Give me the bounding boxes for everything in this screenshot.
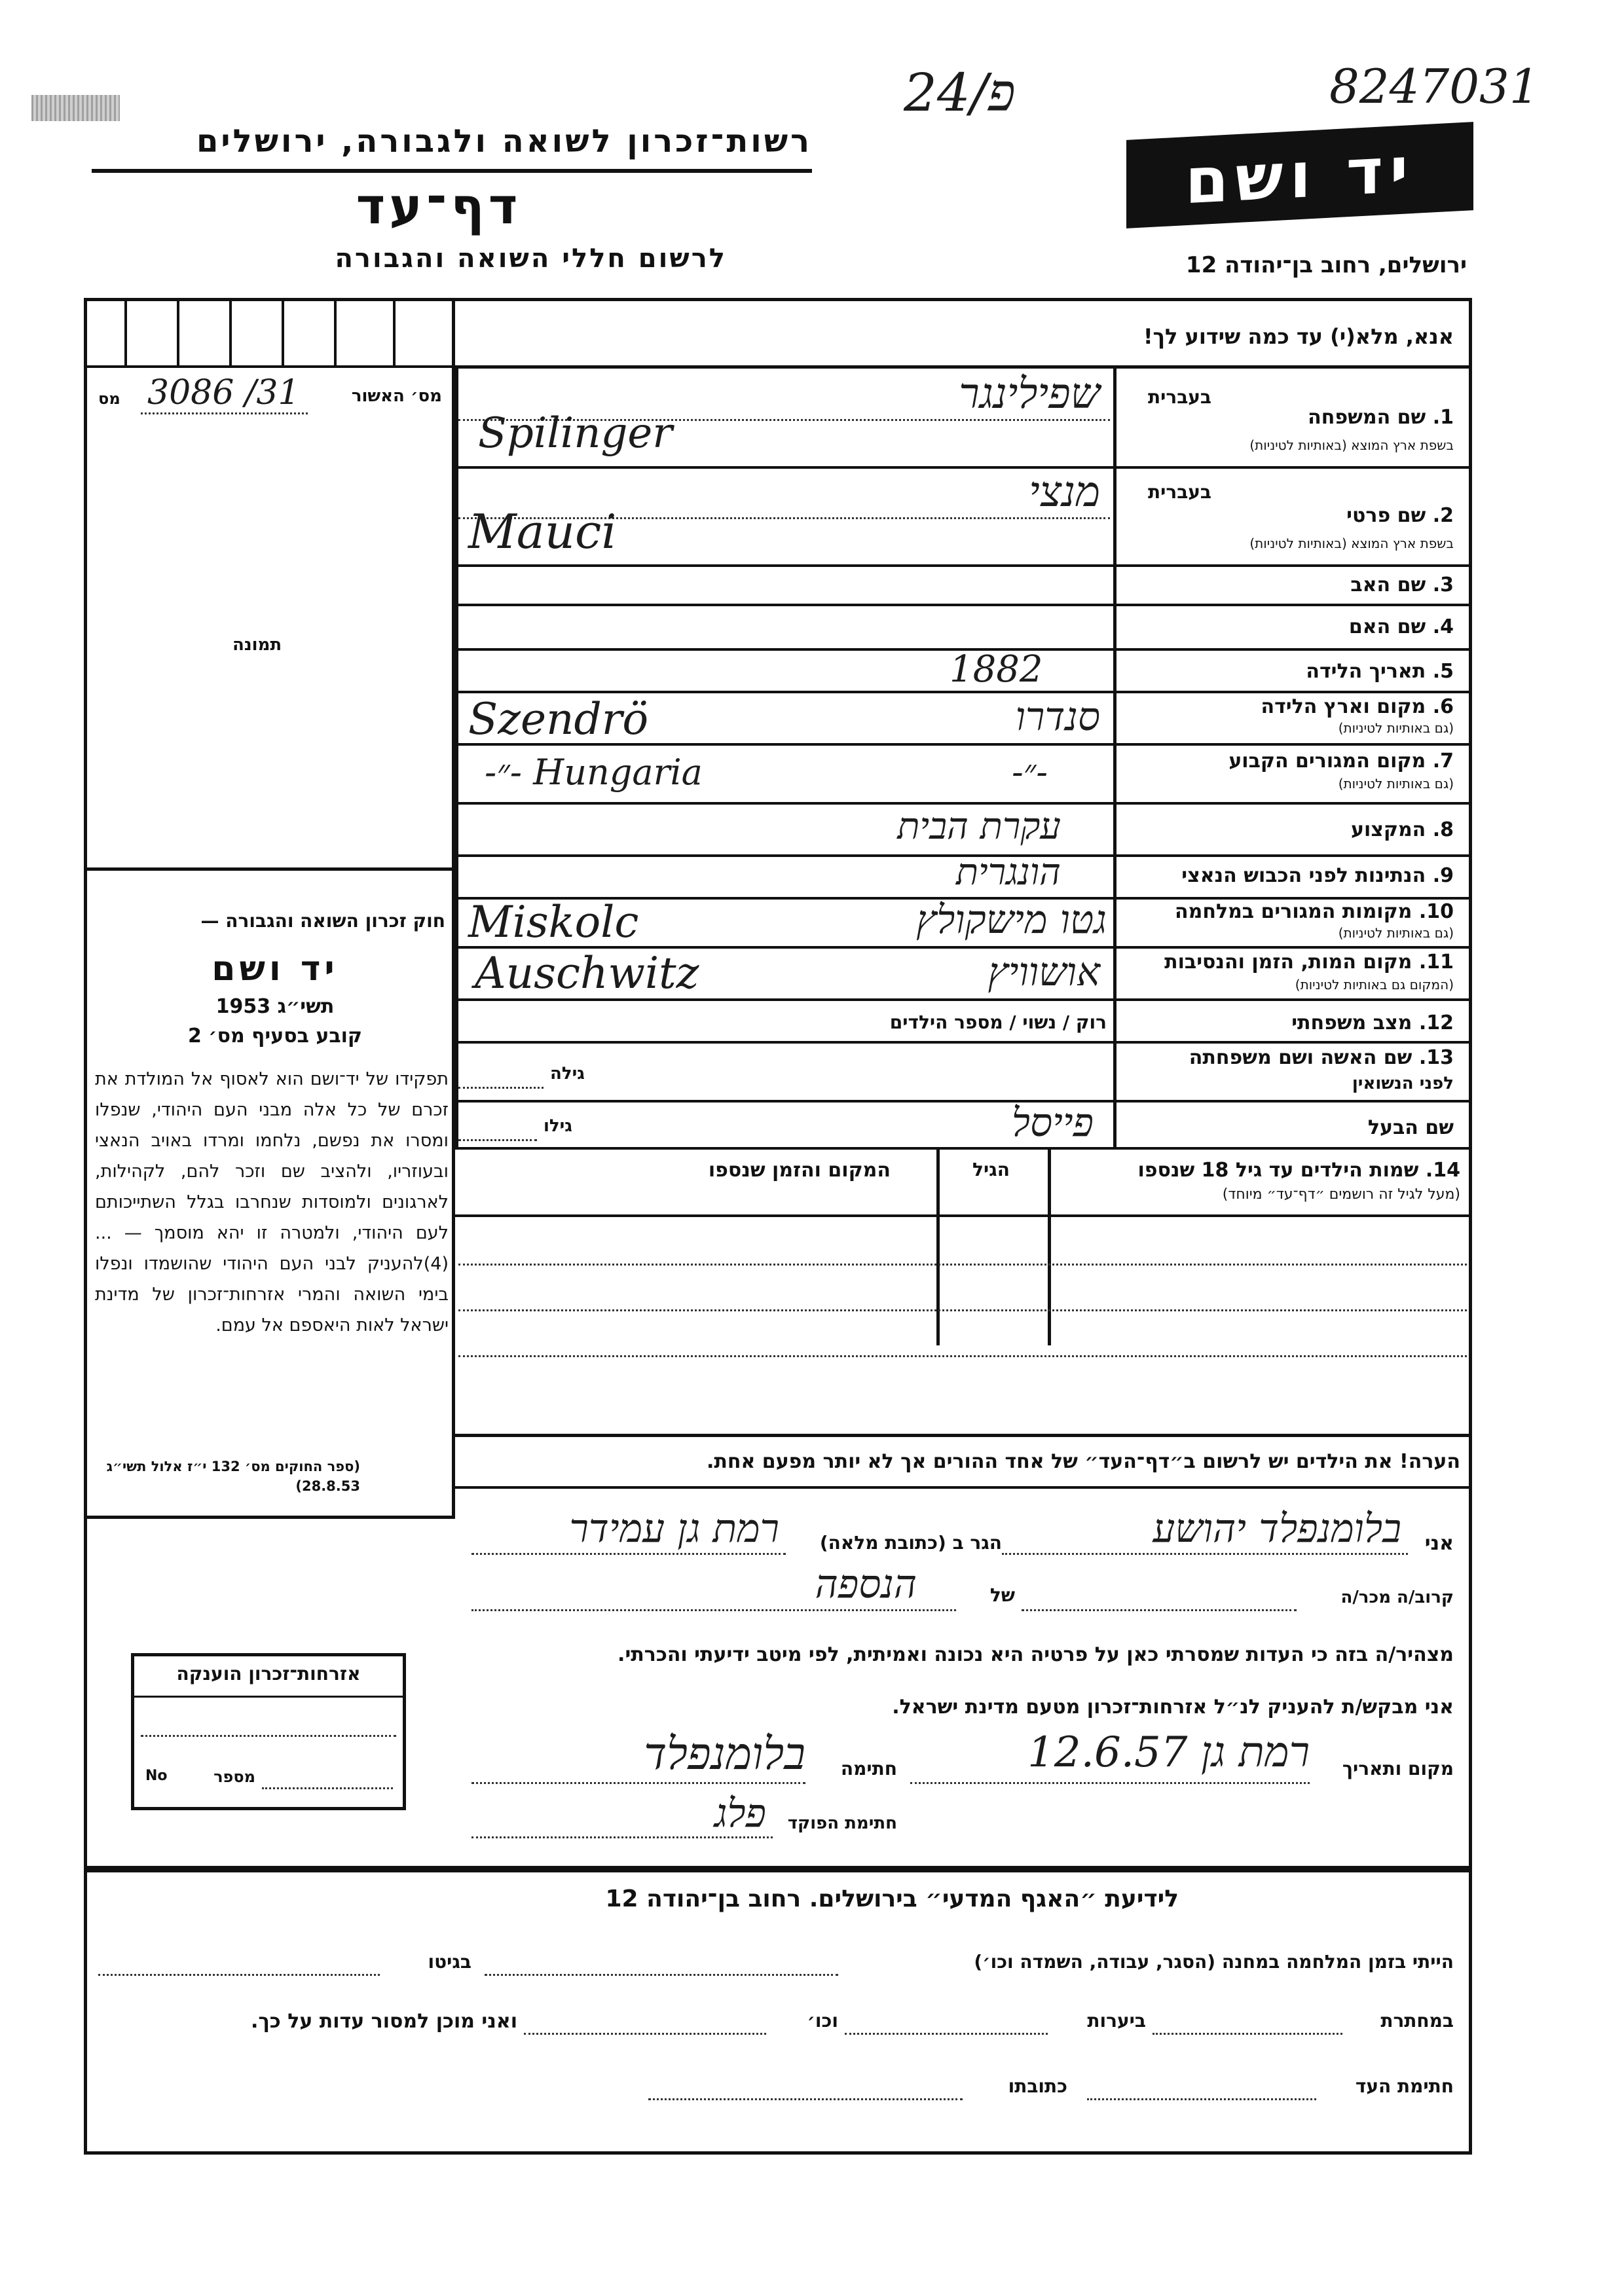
field-1-label	[1231, 406, 1454, 429]
citizenship-number-label: מספר	[213, 1768, 255, 1786]
decl-line	[1002, 1553, 1408, 1555]
decl-official-value: פלג	[714, 1791, 766, 1836]
tick	[229, 301, 232, 367]
bottom-line3-a: חתימת העד	[1355, 2075, 1454, 2097]
field-1-text: שם המשפחה	[1308, 406, 1426, 429]
decl-line	[471, 1782, 805, 1784]
field-6-num: 6.	[1432, 695, 1454, 718]
intro-text: אנא, מלא(י) עד כמה שידוע לך!	[1143, 324, 1454, 349]
table-row	[458, 1355, 1467, 1357]
bottom-line	[524, 2033, 766, 2035]
field-4-label	[1126, 615, 1454, 638]
approval-number: 3086 /31	[147, 373, 300, 412]
field-7-num: 7.	[1432, 750, 1454, 773]
field-4-text: שם האם	[1348, 615, 1426, 638]
org-underline	[92, 169, 812, 173]
table-header-age: הגיל	[972, 1159, 1010, 1180]
citizenship-title-line	[134, 1696, 403, 1698]
bottom-line	[1153, 2033, 1342, 2035]
decl-line	[1022, 1609, 1297, 1611]
field-9-value: הונגרית	[955, 851, 1061, 894]
row-line	[455, 1147, 1470, 1150]
row-line	[455, 998, 1470, 1001]
field-2-sub: בשפת ארץ המוצא (באותיות לטיניות)	[1249, 536, 1454, 551]
field-4-num: 4.	[1432, 615, 1454, 638]
org-line: רשות־זכרון לשואה ולגבורה, ירושלים	[196, 123, 812, 160]
field-1-num: 1.	[1432, 406, 1454, 429]
field-6-label	[1126, 695, 1454, 718]
field-5-label	[1126, 660, 1454, 683]
field-2-label	[1231, 504, 1454, 527]
row-line	[455, 564, 1470, 567]
field-8-value: עקרת הבית	[897, 805, 1061, 848]
table-header-place: המקום והזמן שנספו	[708, 1159, 891, 1182]
field-10-num: 10.	[1418, 900, 1454, 923]
bottom-line2-a: במחתרת	[1380, 2010, 1454, 2032]
bottom-line2-d: ואני מוכן למסור עדות על כך.	[251, 2010, 517, 2033]
row-line	[1116, 466, 1470, 469]
citizenship-title: אזרחות־זכרון הוענקה	[176, 1663, 361, 1685]
law-name: יד ושם	[212, 949, 339, 989]
field-7-value-he: -״-	[1012, 753, 1048, 792]
field-6-text: מקום וארץ הלידה	[1261, 695, 1426, 718]
field-7-sub: (גם באותיות לטיניות)	[1338, 776, 1454, 792]
table-col-age-left	[936, 1149, 940, 1345]
bottom-line3-b: כתובתו	[1008, 2075, 1067, 2097]
decl-line	[910, 1782, 1310, 1784]
decl-line	[471, 1609, 956, 1611]
field-6-value-latin: Szendrö	[468, 694, 649, 744]
decl-i-value: בלומנפלד יהושע	[1153, 1506, 1401, 1552]
decl-signature-label: חתימה	[840, 1758, 897, 1779]
value-col-left	[455, 369, 458, 1148]
law-section: קובע בסעיף מס׳ 2	[187, 1025, 363, 1048]
table-col-age-right	[1048, 1149, 1051, 1345]
handwritten-serial: 8247031	[1329, 59, 1540, 114]
husband-label: שם הבעל	[1367, 1116, 1454, 1139]
field-2-num: 2.	[1432, 504, 1454, 527]
field-2-value-he: מנצי	[1028, 468, 1100, 517]
bottom-line1-a: הייתי בזמן המלחמה במחנה (הסגר, עבודה, השמדה וכו׳)	[974, 1951, 1454, 1973]
field-1-sub: בשפת ארץ המוצא (באותיות לטיניות)	[1249, 437, 1454, 453]
tick	[334, 301, 337, 367]
field-13-sub: לפני הנשואין	[1352, 1074, 1454, 1093]
law-title: חוק זכרון השואה והגבורה —	[200, 910, 445, 932]
decl-residing-value: רמת גן עמידר	[569, 1506, 779, 1552]
decl-line	[471, 1553, 786, 1555]
field-7-text: מקום המגורים הקבוע	[1228, 750, 1426, 773]
decl-place-date-value: רמת גן 12.6.57	[1027, 1728, 1310, 1777]
field-5-num: 5.	[1432, 660, 1454, 683]
field-1-value-he: שפילינגר	[959, 370, 1100, 418]
photo-label: תמונה	[232, 635, 282, 655]
field-2-text: שם פרטי	[1346, 504, 1426, 527]
table-row	[458, 1309, 1467, 1311]
logo-text: יד ושם	[1185, 132, 1415, 218]
decl-place-date-label: מקום ותאריך	[1342, 1758, 1454, 1779]
approval-no-label: מס	[98, 390, 120, 408]
field-10-value-he: גטו מישקולץ	[915, 897, 1107, 943]
row-line	[455, 604, 1470, 606]
field-13-num: 13.	[1418, 1046, 1454, 1069]
table-header-line	[455, 1214, 1470, 1217]
field-14-num: 14.	[1425, 1159, 1460, 1182]
approval-line	[141, 412, 308, 414]
field-10-sub: (גם באותיות לטיניות)	[1338, 925, 1454, 941]
field-3-text: שם האב	[1350, 574, 1426, 596]
law-footnote: (ספר החוקים מס׳ 132 י״ז אלול תשי״ג 28.8.53)	[106, 1459, 360, 1494]
field-11-sub: (המקום גם באותיות לטיניות)	[1295, 977, 1454, 993]
field-11-num: 11.	[1418, 951, 1454, 974]
decl-request: אני מבקש/ת להעניק לנ״ל אזרחות־זכרון מטעם מדינת ישראל.	[892, 1696, 1454, 1719]
bottom-line2-c: וכו׳	[807, 2010, 838, 2032]
handwritten-ref-code: פ/24	[904, 62, 1016, 123]
field-10-value-latin: Miskolc	[468, 897, 639, 947]
field-2-value-latin: Mauci	[468, 504, 617, 559]
field-12-text: מצב משפחתי	[1291, 1011, 1412, 1034]
field-8-num: 8.	[1432, 818, 1454, 841]
field-9-label	[1126, 864, 1454, 887]
decl-line	[471, 1836, 773, 1838]
decl-of-label: של	[989, 1584, 1015, 1606]
law-box-bottom	[85, 1516, 455, 1519]
field-10-text: מקומות המגורים במלחמה	[1175, 900, 1412, 923]
field-6-value-he: סנדרו	[1015, 694, 1100, 740]
page-title: דף־עד	[356, 177, 522, 235]
note-text: הערה! את הילדים יש לרשום ב״דף־העד״ של אחד ההורים אך לא יותר מפעם אחת.	[707, 1450, 1460, 1473]
section-separator	[85, 1866, 1470, 1872]
decl-i-label: אני	[1424, 1532, 1454, 1555]
bottom-title: לידיעת ״האגף המדעי״ בירושלים. רחוב בן־יהודה 12	[605, 1886, 1179, 1912]
field-9-text: הנתינות לפני הכבוש הנאצי	[1181, 864, 1426, 887]
field-12-label	[1126, 1011, 1454, 1034]
form-subtitle: לרשום חללי השואה והגבורה	[335, 244, 727, 274]
tick	[177, 301, 179, 367]
table-row	[458, 1264, 1467, 1266]
field-14-label	[1054, 1159, 1460, 1182]
row-line	[455, 691, 1470, 693]
husband-value: פייסל	[1011, 1100, 1094, 1146]
field-5-value: 1882	[950, 648, 1043, 691]
bottom-line	[1087, 2098, 1316, 2100]
bottom-line	[98, 1974, 380, 1976]
field-14-sub: (מעל לגיל זה רושמים ״דף־עד״ מיוחד)	[1222, 1186, 1460, 1203]
field-11-value-he: אושוויץ	[987, 949, 1100, 995]
decl-residing-label: הגר ב (כתובת מלאה)	[819, 1532, 1002, 1554]
field-5-text: תאריך הלידה	[1306, 660, 1426, 683]
field-3-label	[1126, 574, 1454, 596]
table-bottom	[455, 1434, 1470, 1437]
field-8-label	[1126, 818, 1454, 841]
bottom-line	[648, 2098, 963, 2100]
bottom-line	[485, 1974, 838, 1976]
note-bottom	[455, 1486, 1470, 1489]
husband-age-label: גילו	[544, 1116, 572, 1136]
age-line	[458, 1087, 544, 1089]
field-9-num: 9.	[1432, 864, 1454, 887]
field-12-num: 12.	[1418, 1011, 1454, 1034]
law-body: תפקידו של יד־ושם הוא לאסוף אל המולדת את זכרם של כל אלה מבני העם היהודי, שנפלו ומסרו את נפשם, נלחמו ומרדו באויב הנאצי ובעוזריו, ולהציב שם וזכר להם, לקהילות, לארגונים ולמוסדות שנחרבו בגלל השתייכותם לעם היהודי, ולמטרה זו יהא מוסמך — ...(4)להעניק לבני העם היהודי שהושמדו ונפלו בימי השואה והמרי אזרחות־זכרון של מדינת ישראל לאות היאספם אל עמם.	[95, 1069, 449, 1336]
citizenship-no: No	[145, 1768, 168, 1784]
decl-statement: מצהיר/ה בזה כי העדות שמסרתי כאן על פרטיה היא נכונה ואמיתית, לפי מיטב ידיעתי והכרתי.	[618, 1643, 1454, 1666]
citizenship-line	[141, 1735, 396, 1737]
age-line	[458, 1139, 537, 1141]
field-10-label	[1126, 900, 1454, 923]
decl-relative-value: הנספה	[815, 1561, 917, 1607]
bottom-line1-b: בגיטו	[428, 1951, 471, 1973]
row-line	[455, 802, 1470, 805]
field-12-options: רוק / נשוי / מספר הילדים	[889, 1011, 1107, 1033]
decl-signature-value: בלומנפלד	[644, 1728, 805, 1780]
decl-official-label: חתימת הפוקד	[787, 1813, 897, 1833]
tick	[282, 301, 284, 367]
field-8-text: המקצוע	[1350, 818, 1426, 841]
field-6-sub: (גם באותיות לטיניות)	[1338, 720, 1454, 736]
law-year: תשי״ג 1953	[215, 995, 335, 1018]
field-11-label	[1126, 951, 1454, 974]
tick	[393, 301, 396, 367]
approval-label: מס׳ האשור	[351, 386, 442, 406]
bottom-line	[845, 2033, 1048, 2035]
value-col-right	[1113, 369, 1116, 1148]
field-13-text: שם האשה ושם משפחתה	[1189, 1046, 1412, 1069]
intro-bottom	[455, 365, 1470, 369]
citizenship-line	[262, 1787, 393, 1789]
field-7-value-latin: -״- Hungaria	[485, 752, 703, 793]
ticks-baseline	[85, 365, 455, 368]
tick	[124, 301, 127, 367]
field-1-value-latin: Spilinger	[478, 409, 673, 458]
bottom-line2-b: ביערות	[1087, 2010, 1146, 2032]
field-3-num: 3.	[1432, 574, 1454, 596]
photo-area-bottom	[85, 867, 455, 871]
field-1-side: בעברית	[1147, 386, 1211, 408]
field-11-text: מקום המות, הזמן והנסיבות	[1164, 951, 1412, 974]
field-13-label	[1126, 1046, 1454, 1069]
scan-smudge	[31, 95, 120, 121]
field-14-text: שמות הילדים עד גיל 18 שנספו	[1137, 1159, 1419, 1182]
decl-relative-label: קרוב/ה מכר/ה	[1340, 1588, 1454, 1607]
row-line	[455, 1041, 1470, 1044]
field-2-side: בעברית	[1147, 481, 1211, 503]
field-7-label	[1126, 750, 1454, 773]
field-11-value-latin: Auschwitz	[475, 948, 699, 998]
yad-vashem-logo	[1126, 122, 1473, 228]
address: ירושלים, רחוב בן־יהודה 12	[1185, 252, 1467, 278]
field-13-age-label: גילה	[550, 1064, 585, 1084]
